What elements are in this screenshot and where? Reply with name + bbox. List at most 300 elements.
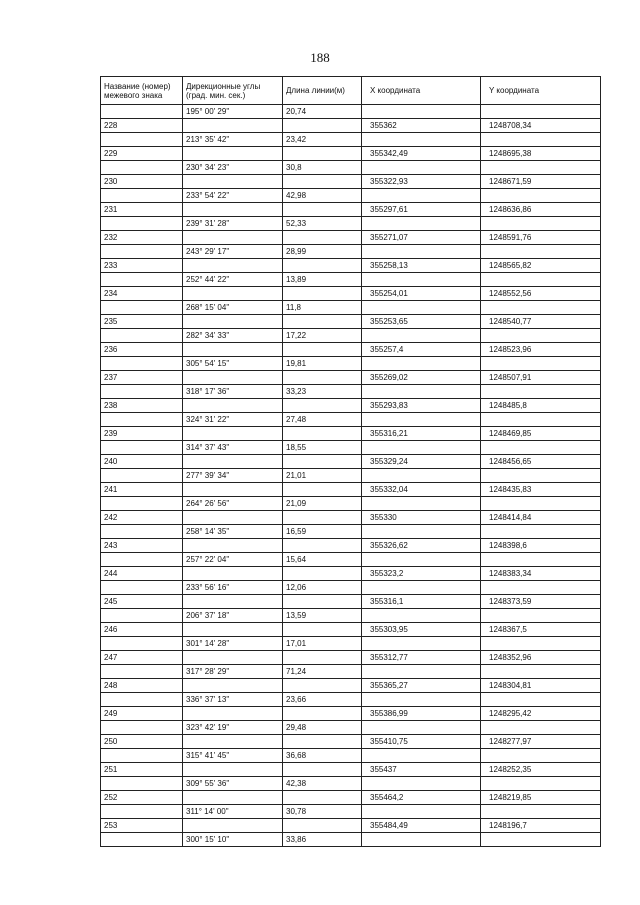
table-row — [101, 721, 601, 735]
line-length-cell: 12,06 — [283, 581, 362, 595]
x-coordinate-cell — [362, 357, 481, 371]
mark-name-cell: 237 — [101, 371, 183, 385]
line-length-cell — [283, 623, 362, 637]
mark-name-cell — [101, 217, 183, 231]
mark-name-cell — [101, 273, 183, 287]
mark-name-cell: 228 — [101, 119, 183, 133]
y-coordinate-cell: 1248507,91 — [481, 371, 601, 385]
y-coordinate-cell: 1248414,84 — [481, 511, 601, 525]
line-length-cell — [283, 371, 362, 385]
x-coordinate-cell — [362, 749, 481, 763]
line-length-cell — [283, 567, 362, 581]
y-coordinate-cell — [481, 665, 601, 679]
line-length-cell — [283, 735, 362, 749]
table-row — [101, 385, 601, 399]
direction-angle-cell: 318° 17' 36" — [183, 385, 283, 399]
y-coordinate-cell — [481, 189, 601, 203]
table-row — [101, 637, 601, 651]
mark-name-cell — [101, 497, 183, 511]
table-row — [101, 189, 601, 203]
direction-angle-cell: 277° 39' 34" — [183, 469, 283, 483]
mark-name-cell — [101, 301, 183, 315]
x-coordinate-cell — [362, 413, 481, 427]
line-length-cell: 19,81 — [283, 357, 362, 371]
line-length-cell: 21,09 — [283, 497, 362, 511]
x-coordinate-cell — [362, 189, 481, 203]
table-row — [101, 735, 601, 749]
line-length-cell: 13,59 — [283, 609, 362, 623]
line-length-cell — [283, 399, 362, 413]
table-row — [101, 581, 601, 595]
x-coordinate-cell — [362, 637, 481, 651]
mark-name-cell: 242 — [101, 511, 183, 525]
table-row — [101, 483, 601, 497]
direction-angle-cell — [183, 315, 283, 329]
table-row — [101, 539, 601, 553]
line-length-cell — [283, 819, 362, 833]
mark-name-cell — [101, 385, 183, 399]
line-length-cell — [283, 455, 362, 469]
y-coordinate-cell — [481, 245, 601, 259]
x-coordinate-cell: 355254,01 — [362, 287, 481, 301]
x-coordinate-cell — [362, 385, 481, 399]
table-row — [101, 371, 601, 385]
mark-name-cell — [101, 553, 183, 567]
direction-angle-cell: 243° 29' 17" — [183, 245, 283, 259]
line-length-cell: 17,22 — [283, 329, 362, 343]
table-row — [101, 679, 601, 693]
y-coordinate-cell: 1248352,96 — [481, 651, 601, 665]
y-coordinate-cell — [481, 105, 601, 119]
mark-name-cell: 249 — [101, 707, 183, 721]
table-row — [101, 497, 601, 511]
y-coordinate-cell: 1248373,59 — [481, 595, 601, 609]
x-coordinate-cell — [362, 693, 481, 707]
x-coordinate-cell: 355316,1 — [362, 595, 481, 609]
table-row — [101, 259, 601, 273]
mark-name-cell: 238 — [101, 399, 183, 413]
direction-angle-cell — [183, 679, 283, 693]
y-coordinate-cell — [481, 273, 601, 287]
x-coordinate-cell — [362, 525, 481, 539]
line-length-cell — [283, 539, 362, 553]
table-row — [101, 175, 601, 189]
x-coordinate-cell: 355271,07 — [362, 231, 481, 245]
y-coordinate-cell — [481, 693, 601, 707]
table-row — [101, 749, 601, 763]
direction-angle-cell — [183, 763, 283, 777]
mark-name-cell — [101, 469, 183, 483]
direction-angle-cell — [183, 651, 283, 665]
line-length-cell: 17,01 — [283, 637, 362, 651]
x-coordinate-cell — [362, 217, 481, 231]
direction-angle-cell — [183, 119, 283, 133]
x-coordinate-cell — [362, 273, 481, 287]
direction-angle-cell — [183, 175, 283, 189]
mark-name-cell: 245 — [101, 595, 183, 609]
direction-angle-cell: 324° 31' 22" — [183, 413, 283, 427]
y-coordinate-cell — [481, 805, 601, 819]
line-length-cell — [283, 147, 362, 161]
x-coordinate-cell — [362, 161, 481, 175]
direction-angle-cell: 317° 28' 29" — [183, 665, 283, 679]
y-coordinate-cell — [481, 581, 601, 595]
x-coordinate-cell: 355326,62 — [362, 539, 481, 553]
direction-angle-cell: 301° 14' 28" — [183, 637, 283, 651]
x-coordinate-cell: 355410,75 — [362, 735, 481, 749]
x-coordinate-cell — [362, 133, 481, 147]
line-length-cell: 36,68 — [283, 749, 362, 763]
mark-name-cell — [101, 525, 183, 539]
direction-angle-cell: 195° 00' 29" — [183, 105, 283, 119]
y-coordinate-cell: 1248398,6 — [481, 539, 601, 553]
direction-angle-cell — [183, 427, 283, 441]
y-coordinate-cell: 1248695,38 — [481, 147, 601, 161]
direction-angle-cell: 230° 34' 23" — [183, 161, 283, 175]
line-length-cell: 27,48 — [283, 413, 362, 427]
mark-name-cell: 240 — [101, 455, 183, 469]
line-length-cell: 21,01 — [283, 469, 362, 483]
y-coordinate-cell: 1248277,97 — [481, 735, 601, 749]
mark-name-cell — [101, 581, 183, 595]
direction-angle-cell: 206° 37' 18" — [183, 609, 283, 623]
direction-angle-cell: 239° 31' 28" — [183, 217, 283, 231]
mark-name-cell — [101, 637, 183, 651]
table-row — [101, 833, 601, 847]
mark-name-cell: 244 — [101, 567, 183, 581]
direction-angle-cell — [183, 567, 283, 581]
y-coordinate-cell: 1248552,56 — [481, 287, 601, 301]
line-length-cell: 33,86 — [283, 833, 362, 847]
x-coordinate-cell: 355386,99 — [362, 707, 481, 721]
y-coordinate-cell — [481, 469, 601, 483]
direction-angle-cell — [183, 259, 283, 273]
line-length-cell — [283, 483, 362, 497]
y-coordinate-cell: 1248636,86 — [481, 203, 601, 217]
x-coordinate-cell: 355253,65 — [362, 315, 481, 329]
line-length-cell: 42,98 — [283, 189, 362, 203]
direction-angle-cell — [183, 819, 283, 833]
direction-angle-cell: 252° 44' 22" — [183, 273, 283, 287]
line-length-cell — [283, 231, 362, 245]
mark-name-cell — [101, 665, 183, 679]
table-row — [101, 399, 601, 413]
y-coordinate-cell: 1248671,59 — [481, 175, 601, 189]
table-row — [101, 651, 601, 665]
direction-angle-cell: 336° 37' 13" — [183, 693, 283, 707]
y-coordinate-cell: 1248708,34 — [481, 119, 601, 133]
direction-angle-cell: 282° 34' 33" — [183, 329, 283, 343]
x-coordinate-cell: 355316,21 — [362, 427, 481, 441]
line-length-cell — [283, 259, 362, 273]
y-coordinate-cell — [481, 161, 601, 175]
y-coordinate-cell: 1248295,42 — [481, 707, 601, 721]
line-length-cell: 13,89 — [283, 273, 362, 287]
page-number: 188 — [310, 50, 330, 65]
table-row — [101, 511, 601, 525]
line-length-cell: 23,66 — [283, 693, 362, 707]
table-row — [101, 315, 601, 329]
y-coordinate-cell: 1248252,35 — [481, 763, 601, 777]
direction-angle-cell — [183, 483, 283, 497]
x-coordinate-cell: 355464,2 — [362, 791, 481, 805]
header-line-length: Длина линии(м) — [283, 77, 362, 105]
direction-angle-cell — [183, 791, 283, 805]
x-coordinate-cell — [362, 553, 481, 567]
y-coordinate-cell: 1248485,8 — [481, 399, 601, 413]
line-length-cell: 11,8 — [283, 301, 362, 315]
table-row — [101, 609, 601, 623]
direction-angle-cell — [183, 371, 283, 385]
direction-angle-cell — [183, 511, 283, 525]
table-row — [101, 287, 601, 301]
mark-name-cell — [101, 413, 183, 427]
direction-angle-cell: 315° 41' 45" — [183, 749, 283, 763]
direction-angle-cell — [183, 231, 283, 245]
line-length-cell — [283, 427, 362, 441]
header-x-coordinate: X координата — [362, 77, 481, 105]
line-length-cell: 30,78 — [283, 805, 362, 819]
line-length-cell: 18,55 — [283, 441, 362, 455]
mark-name-cell — [101, 329, 183, 343]
y-coordinate-cell: 1248540,77 — [481, 315, 601, 329]
y-coordinate-cell — [481, 721, 601, 735]
y-coordinate-cell — [481, 357, 601, 371]
x-coordinate-cell: 355297,61 — [362, 203, 481, 217]
table-row — [101, 105, 601, 119]
y-coordinate-cell: 1248469,85 — [481, 427, 601, 441]
table-row — [101, 119, 601, 133]
y-coordinate-cell — [481, 441, 601, 455]
direction-angle-cell: 311° 14' 00" — [183, 805, 283, 819]
x-coordinate-cell: 355329,24 — [362, 455, 481, 469]
y-coordinate-cell — [481, 413, 601, 427]
y-coordinate-cell: 1248565,82 — [481, 259, 601, 273]
y-coordinate-cell: 1248591,76 — [481, 231, 601, 245]
header-mark-name: Название (номер) межевого знака — [101, 77, 183, 105]
mark-name-cell — [101, 189, 183, 203]
line-length-cell: 20,74 — [283, 105, 362, 119]
table-row — [101, 329, 601, 343]
table-row — [101, 231, 601, 245]
direction-angle-cell: 300° 15' 10" — [183, 833, 283, 847]
x-coordinate-cell: 355257,4 — [362, 343, 481, 357]
direction-angle-cell — [183, 623, 283, 637]
line-length-cell — [283, 707, 362, 721]
x-coordinate-cell — [362, 301, 481, 315]
mark-name-cell — [101, 133, 183, 147]
line-length-cell — [283, 651, 362, 665]
mark-name-cell: 229 — [101, 147, 183, 161]
header-y-coordinate: Y координата — [481, 77, 601, 105]
x-coordinate-cell — [362, 833, 481, 847]
direction-angle-cell — [183, 343, 283, 357]
y-coordinate-cell: 1248367,5 — [481, 623, 601, 637]
table-header-row — [101, 77, 601, 105]
line-length-cell: 52,33 — [283, 217, 362, 231]
y-coordinate-cell: 1248383,34 — [481, 567, 601, 581]
mark-name-cell: 236 — [101, 343, 183, 357]
y-coordinate-cell — [481, 609, 601, 623]
mark-name-cell: 243 — [101, 539, 183, 553]
mark-name-cell — [101, 693, 183, 707]
table-row — [101, 357, 601, 371]
mark-name-cell — [101, 357, 183, 371]
table-row — [101, 525, 601, 539]
direction-angle-cell — [183, 203, 283, 217]
x-coordinate-cell: 355269,02 — [362, 371, 481, 385]
mark-name-cell: 235 — [101, 315, 183, 329]
direction-angle-cell — [183, 707, 283, 721]
line-length-cell: 28,99 — [283, 245, 362, 259]
direction-angle-cell — [183, 147, 283, 161]
y-coordinate-cell: 1248196,7 — [481, 819, 601, 833]
mark-name-cell: 232 — [101, 231, 183, 245]
mark-name-cell — [101, 805, 183, 819]
line-length-cell — [283, 511, 362, 525]
table-row — [101, 203, 601, 217]
y-coordinate-cell — [481, 749, 601, 763]
mark-name-cell — [101, 749, 183, 763]
direction-angle-cell: 268° 15' 04" — [183, 301, 283, 315]
table-row — [101, 791, 601, 805]
line-length-cell — [283, 791, 362, 805]
table-row — [101, 819, 601, 833]
line-length-cell: 29,48 — [283, 721, 362, 735]
mark-name-cell: 252 — [101, 791, 183, 805]
mark-name-cell: 246 — [101, 623, 183, 637]
table-row — [101, 763, 601, 777]
table-row — [101, 147, 601, 161]
y-coordinate-cell — [481, 525, 601, 539]
direction-angle-cell: 258° 14' 35" — [183, 525, 283, 539]
table-row — [101, 161, 601, 175]
table-row — [101, 301, 601, 315]
direction-angle-cell — [183, 399, 283, 413]
mark-name-cell: 230 — [101, 175, 183, 189]
table-row — [101, 693, 601, 707]
direction-angle-cell: 213° 35' 42" — [183, 133, 283, 147]
direction-angle-cell — [183, 287, 283, 301]
x-coordinate-cell — [362, 805, 481, 819]
table-row — [101, 343, 601, 357]
mark-name-cell: 239 — [101, 427, 183, 441]
mark-name-cell: 253 — [101, 819, 183, 833]
y-coordinate-cell — [481, 301, 601, 315]
x-coordinate-cell — [362, 245, 481, 259]
direction-angle-cell: 309° 55' 36" — [183, 777, 283, 791]
line-length-cell: 15,64 — [283, 553, 362, 567]
direction-angle-cell: 305° 54' 15" — [183, 357, 283, 371]
y-coordinate-cell: 1248456,65 — [481, 455, 601, 469]
line-length-cell — [283, 119, 362, 133]
table-row — [101, 133, 601, 147]
boundary-marks-table — [100, 76, 601, 847]
table-row — [101, 777, 601, 791]
header-direction-angle: Дирекционные углы (град. мин. сек.) — [183, 77, 283, 105]
line-length-cell — [283, 203, 362, 217]
line-length-cell — [283, 175, 362, 189]
x-coordinate-cell: 355293,83 — [362, 399, 481, 413]
line-length-cell — [283, 679, 362, 693]
mark-name-cell: 247 — [101, 651, 183, 665]
direction-angle-cell — [183, 455, 283, 469]
x-coordinate-cell: 355342,49 — [362, 147, 481, 161]
table-row — [101, 707, 601, 721]
x-coordinate-cell — [362, 581, 481, 595]
mark-name-cell — [101, 721, 183, 735]
x-coordinate-cell — [362, 329, 481, 343]
table-row — [101, 427, 601, 441]
x-coordinate-cell: 355258,13 — [362, 259, 481, 273]
y-coordinate-cell — [481, 217, 601, 231]
table-row — [101, 567, 601, 581]
mark-name-cell — [101, 161, 183, 175]
direction-angle-cell: 314° 37' 43" — [183, 441, 283, 455]
table-row — [101, 805, 601, 819]
y-coordinate-cell: 1248523,96 — [481, 343, 601, 357]
y-coordinate-cell — [481, 777, 601, 791]
x-coordinate-cell: 355332,04 — [362, 483, 481, 497]
x-coordinate-cell — [362, 497, 481, 511]
table-row — [101, 553, 601, 567]
x-coordinate-cell — [362, 469, 481, 483]
y-coordinate-cell — [481, 329, 601, 343]
table-row — [101, 469, 601, 483]
mark-name-cell — [101, 441, 183, 455]
x-coordinate-cell: 355484,49 — [362, 819, 481, 833]
direction-angle-cell: 264° 26' 56" — [183, 497, 283, 511]
y-coordinate-cell: 1248219,85 — [481, 791, 601, 805]
x-coordinate-cell: 355303,95 — [362, 623, 481, 637]
mark-name-cell: 250 — [101, 735, 183, 749]
direction-angle-cell — [183, 595, 283, 609]
x-coordinate-cell — [362, 441, 481, 455]
x-coordinate-cell: 355362 — [362, 119, 481, 133]
x-coordinate-cell: 355323,2 — [362, 567, 481, 581]
mark-name-cell: 248 — [101, 679, 183, 693]
direction-angle-cell — [183, 735, 283, 749]
x-coordinate-cell — [362, 665, 481, 679]
mark-name-cell: 251 — [101, 763, 183, 777]
table-row — [101, 665, 601, 679]
line-length-cell — [283, 595, 362, 609]
direction-angle-cell: 233° 54' 22" — [183, 189, 283, 203]
x-coordinate-cell — [362, 721, 481, 735]
x-coordinate-cell — [362, 777, 481, 791]
table-row — [101, 455, 601, 469]
line-length-cell — [283, 343, 362, 357]
line-length-cell: 23,42 — [283, 133, 362, 147]
direction-angle-cell — [183, 539, 283, 553]
table-row — [101, 441, 601, 455]
y-coordinate-cell — [481, 637, 601, 651]
mark-name-cell — [101, 245, 183, 259]
line-length-cell — [283, 315, 362, 329]
x-coordinate-cell: 355330 — [362, 511, 481, 525]
mark-name-cell — [101, 609, 183, 623]
x-coordinate-cell: 355322,93 — [362, 175, 481, 189]
line-length-cell: 71,24 — [283, 665, 362, 679]
table-row — [101, 245, 601, 259]
line-length-cell: 42,38 — [283, 777, 362, 791]
table-row — [101, 217, 601, 231]
line-length-cell — [283, 763, 362, 777]
x-coordinate-cell: 355365,27 — [362, 679, 481, 693]
table-row — [101, 273, 601, 287]
mark-name-cell — [101, 777, 183, 791]
x-coordinate-cell — [362, 609, 481, 623]
